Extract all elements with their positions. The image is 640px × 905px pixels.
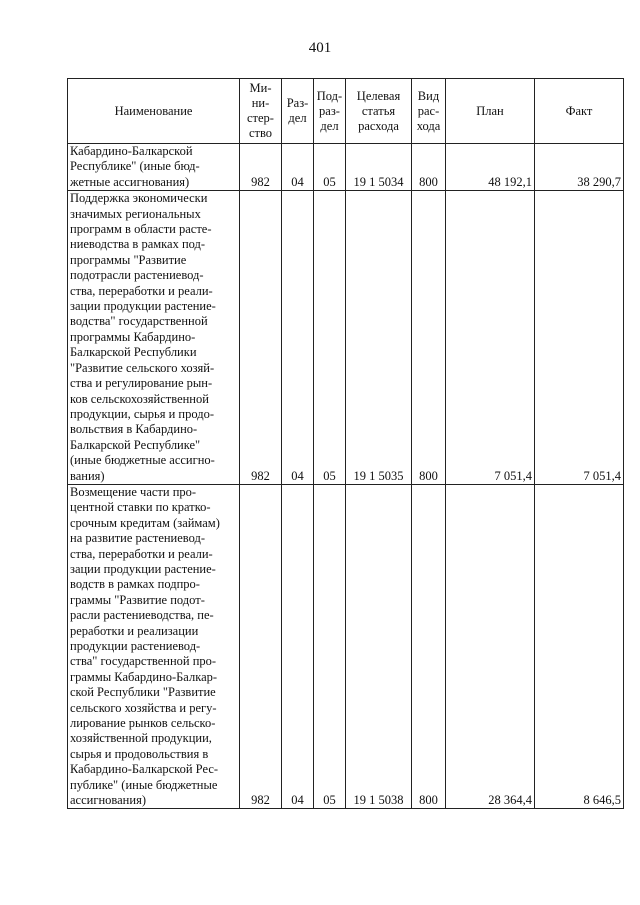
header-ministry: Ми- ни- стер- ство: [240, 79, 282, 144]
row-fact: 7 051,4: [535, 191, 624, 485]
row-target-article: 19 1 5034: [346, 144, 412, 191]
row-name: Возмещение части про- центной ставки по кратко- срочным кредитам (займам) на развитие растениевод- ства, переработки и реали- зации продукции растение- водств в рамках подпро- граммы "Развитие подот- расли растениеводства, пе- реработки и реализации продукции растениевод- ства" государственной про- граммы Кабардино-Балкар- ской Республики "Развитие сельского хозяйства и регу- лирование рынков сельско- хозяйственной продукции, сырья и продовольствия в Кабардино-Балкарской Рес- публике" (иные бюджетные ассигнования): [68, 484, 240, 809]
row-section: 04: [282, 191, 314, 485]
row-target-article: 19 1 5038: [346, 484, 412, 809]
row-name: Поддержка экономически значимых региональных программ в области расте- ниеводства в рамках под- программы "Развитие подотрасли растениевод- ства, переработки и реали- зации продукции растение- водства" государственной программы Кабардино- Балкарской Республики "Развитие сельского хозяй- ства и регулирование рын- ков сельскохозяйственной продукции, сырья и продо- вольствия в Кабардино- Балкарской Республике" (иные бюджетные ассигно- вания): [68, 191, 240, 485]
table-row: [68, 484, 624, 809]
row-subsection: 05: [314, 144, 346, 191]
row-section: 04: [282, 144, 314, 191]
row-subsection: 05: [314, 484, 346, 809]
row-name: Кабардино-Балкарской Республике" (иные бюд- жетные ассигнования): [68, 144, 240, 191]
row-expense-type: 800: [412, 191, 446, 485]
header-section: Раз- дел: [282, 79, 314, 144]
row-fact: 38 290,7: [535, 144, 624, 191]
row-expense-type: 800: [412, 144, 446, 191]
row-plan: 7 051,4: [446, 191, 535, 485]
page-number: 401: [308, 40, 332, 56]
row-target-article: 19 1 5035: [346, 191, 412, 485]
row-plan: 28 364,4: [446, 484, 535, 809]
header-plan: План: [446, 79, 535, 144]
budget-table: [67, 78, 624, 809]
header-name: Наименование: [68, 79, 240, 144]
header-target-article: Целевая статья расхода: [346, 79, 412, 144]
row-section: 04: [282, 484, 314, 809]
row-expense-type: 800: [412, 484, 446, 809]
header-subsection: Под- раз- дел: [314, 79, 346, 144]
row-subsection: 05: [314, 191, 346, 485]
header-fact: Факт: [535, 79, 624, 144]
row-fact: 8 646,5: [535, 484, 624, 809]
table-header-row: [68, 79, 624, 144]
row-ministry: 982: [240, 191, 282, 485]
row-plan: 48 192,1: [446, 144, 535, 191]
row-ministry: 982: [240, 144, 282, 191]
table-row: [68, 144, 624, 191]
row-ministry: 982: [240, 484, 282, 809]
table-row: [68, 191, 624, 485]
header-expense-type: Вид рас- хода: [412, 79, 446, 144]
